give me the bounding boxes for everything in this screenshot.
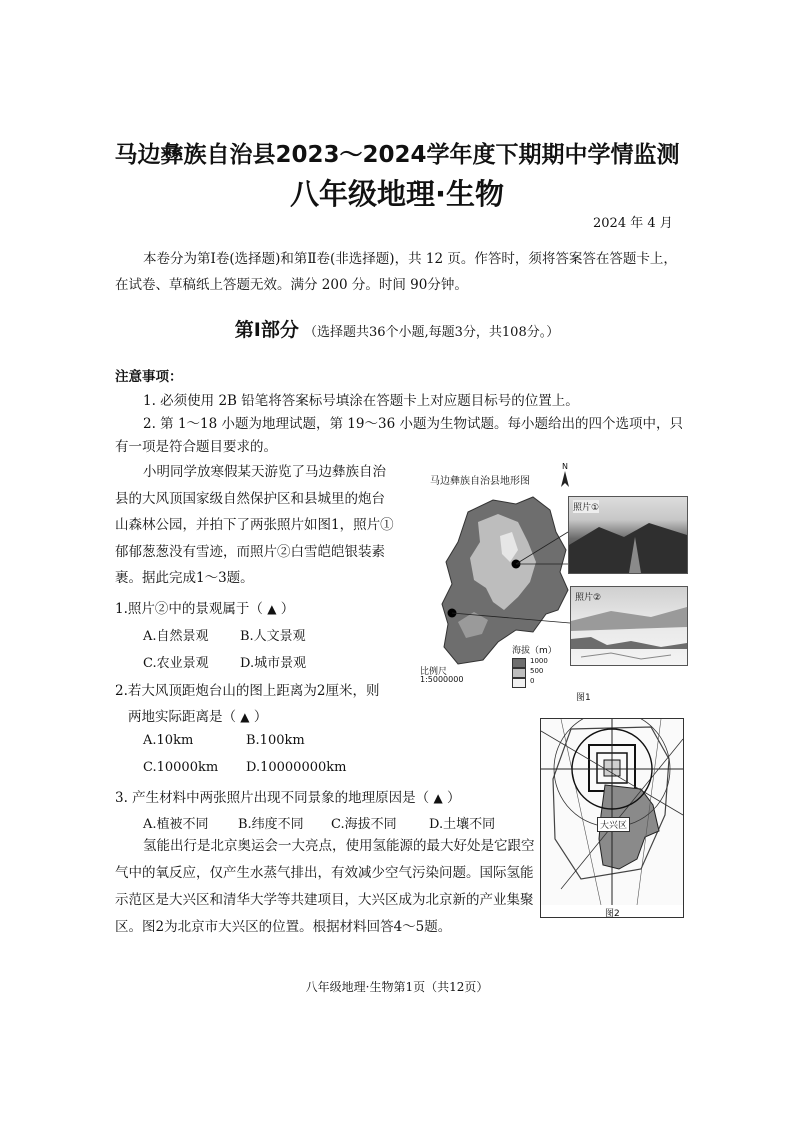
legend-title: 海拔（m） (512, 646, 557, 656)
figure-1 (420, 460, 690, 705)
q3-option-d: D.土壤不同 (429, 817, 496, 832)
photo-2-label: 照片② (575, 593, 602, 603)
beijing-map (541, 719, 683, 905)
legend-value-high: 1000 (530, 657, 548, 665)
exam-date: 2024 年 4 月 (593, 216, 673, 231)
part-note: （选择题共36个小题,每题3分，共108分。） (303, 325, 560, 340)
q1-option-b: B.人文景观 (240, 629, 306, 644)
answer-mark: ▲ (267, 602, 277, 616)
district-label: 大兴区 (597, 817, 630, 832)
exam-subject: 八年级地理·生物 (289, 177, 505, 211)
question-3 (115, 786, 461, 806)
q1-option-d: D.城市景观 (240, 656, 307, 671)
photo-1-label: 照片① (573, 500, 599, 513)
question-1-stem: 1.照片②中的景观属于（ (115, 601, 263, 617)
part-title: 第Ⅰ部分 (234, 319, 299, 341)
north-label: N (562, 462, 568, 471)
q3-option-b: B.纬度不同 (238, 817, 304, 832)
notice-item-1: 1. 必须使用 2B 铅笔将答案标号填涂在答题卡上对应题目标号的位置上。 (143, 393, 579, 409)
scale-label: 比例尺 (420, 667, 448, 677)
q1-option-a: A.自然景观 (143, 629, 209, 644)
legend-swatch-high (512, 658, 526, 668)
question-1-close: ） (280, 601, 295, 617)
q2-option-a: A.10km (143, 733, 194, 748)
legend-swatch-mid (512, 668, 526, 678)
page-footer: 八年级地理·生物第1页（共12页） (305, 980, 489, 994)
figure-1-title: 马边彝族自治县地形图 (430, 476, 530, 487)
q1-option-c: C.农业景观 (143, 656, 209, 671)
q2-option-b: B.100km (246, 733, 305, 748)
q2-option-d: D.10000000km (246, 760, 347, 775)
material-1: 小明同学放寒假某天游览了马边彝族自治县的大风顶国家级自然保护区和县城里的炮台山森林公园，并拍下了两张照片如图1，照片①郁郁葱葱没有雪迹，而照片②白雪皑皑银装素裹。据此完成1～3题。 (115, 464, 394, 586)
question-2-stem-cont (128, 705, 267, 725)
q3-option-c: C.海拔不同 (331, 817, 397, 832)
exam-title: 马边彝族自治县2023～2024学年度下期期中学情监测 (114, 142, 680, 168)
answer-mark: ▲ (433, 791, 443, 805)
part-heading (0, 315, 794, 342)
scale-value: 1:5000000 (420, 675, 464, 684)
exam-instructions: 本卷分为第Ⅰ卷(选择题)和第Ⅱ卷(非选择题)，共 12 页。作答时，须将答案答在答题卡上，在试卷、草稿纸上答题无效。满分 200 分。时间 90分钟。 (115, 251, 677, 293)
figure-1-caption: 图1 (576, 693, 591, 703)
question-2-stem2: 两地实际距离是（ (128, 709, 236, 725)
q2-option-c: C.10000km (143, 760, 219, 775)
question-3-stem: 3. 产生材料中两张照片出现不同景象的地理原因是（ (115, 790, 430, 806)
notice-item-2: 2. 第 1～18 小题为地理试题，第 19～36 小题为生物试题。每小题给出的四个选项中，只有一项是符合题目要求的。 (115, 416, 683, 455)
q3-option-a: A.植被不同 (143, 817, 209, 832)
legend-value-mid: 500 (530, 667, 544, 675)
answer-mark: ▲ (240, 710, 250, 724)
legend-swatch-low (512, 678, 526, 688)
question-1 (115, 597, 294, 617)
question-2-close: ） (253, 709, 268, 725)
notice-heading: 注意事项： (115, 369, 183, 385)
question-3-close: ） (447, 790, 461, 806)
figure-2 (540, 718, 684, 918)
question-2-stem: 2.若大风顶距炮台山的图上距离为2厘米，则 (115, 683, 380, 699)
figure-2-caption: 图2 (605, 909, 620, 918)
material-2: 氢能出行是北京奥运会一大亮点，使用氢能源的最大好处是它跟空气中的氧反应，仅产生水蒸气排出，有效减少空气污染问题。国际氢能示范区是大兴区和清华大学等共建项目，大兴区成为北京新的产业集聚区。图2为北京市大兴区的位置。根据材料回答4～5题。 (115, 838, 535, 935)
photo-2 (570, 586, 688, 666)
photo-1 (568, 496, 688, 574)
legend-value-low: 0 (530, 677, 535, 685)
